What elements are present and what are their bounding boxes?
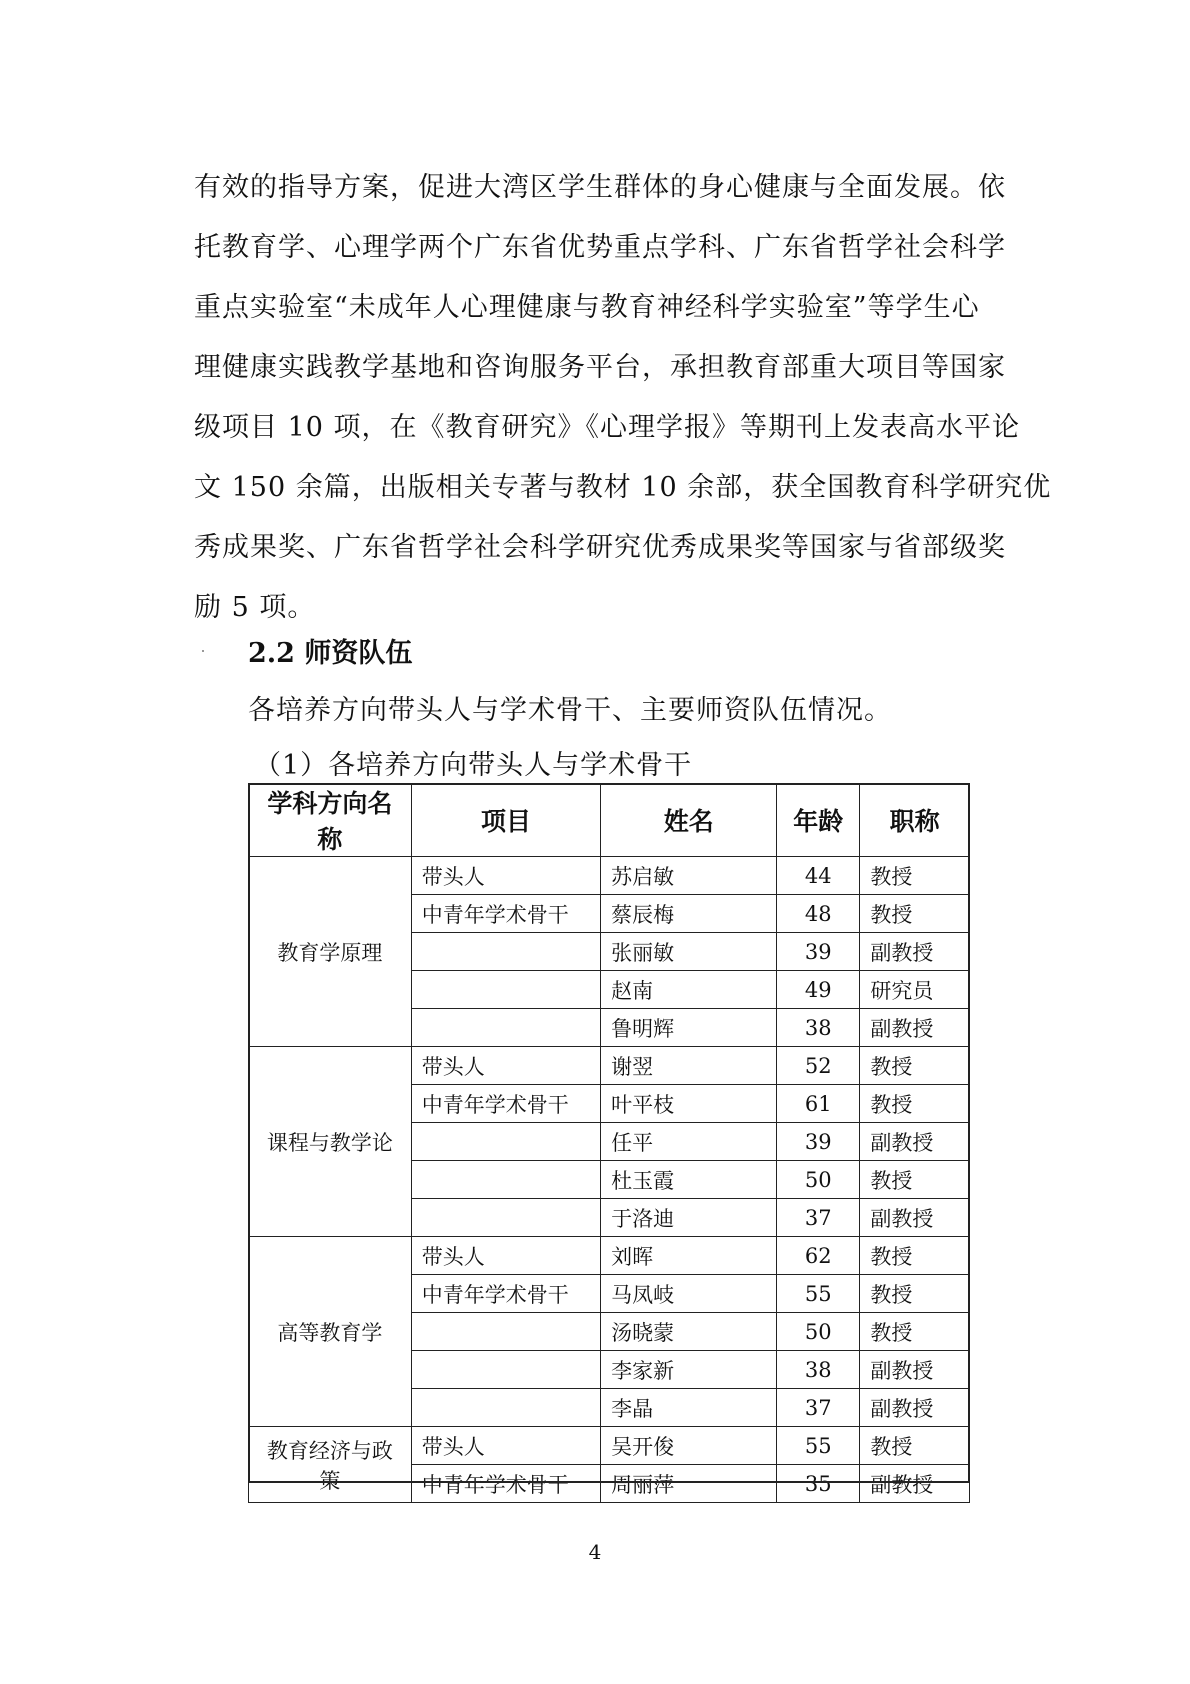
cell-role xyxy=(411,1123,600,1161)
cell-title: 副教授 xyxy=(860,1199,970,1237)
cell-direction: 课程与教学论 xyxy=(249,1047,412,1237)
body-paragraph xyxy=(194,158,1052,638)
cell-name: 谢翌 xyxy=(601,1047,777,1085)
table-row xyxy=(249,1427,970,1465)
cell-age: 52 xyxy=(777,1047,860,1085)
cell-name: 赵南 xyxy=(601,971,777,1009)
paragraph-line: 重点实验室“未成年人心理健康与教育神经科学实验室”等学生心 xyxy=(194,292,980,323)
cell-role: 带头人 xyxy=(411,1047,600,1085)
cell-name: 马凤岐 xyxy=(601,1275,777,1313)
cell-role: 中青年学术骨干 xyxy=(411,1465,600,1503)
paragraph-line: 托教育学、心理学两个广东省优势重点学科、广东省哲学社会科学 xyxy=(194,232,1006,263)
header-name: 姓名 xyxy=(601,784,777,857)
paragraph-line: 有效的指导方案，促进大湾区学生群体的身心健康与全面发展。依 xyxy=(194,172,1006,203)
cell-direction: 教育学原理 xyxy=(249,857,412,1047)
cell-role: 带头人 xyxy=(411,1427,600,1465)
cell-age: 62 xyxy=(777,1237,860,1275)
cell-name: 汤晓蒙 xyxy=(601,1313,777,1351)
cell-title: 教授 xyxy=(860,857,970,895)
table-header-row xyxy=(249,784,970,857)
cell-name: 叶平枝 xyxy=(601,1085,777,1123)
cell-age: 39 xyxy=(777,1123,860,1161)
cell-age: 55 xyxy=(777,1427,860,1465)
scan-speck xyxy=(202,650,204,652)
cell-age: 38 xyxy=(777,1351,860,1389)
cell-age: 50 xyxy=(777,1313,860,1351)
cell-name: 李家新 xyxy=(601,1351,777,1389)
cell-direction: 教育经济与政策 xyxy=(249,1427,412,1503)
cell-name: 苏启敏 xyxy=(601,857,777,895)
cell-role xyxy=(411,1313,600,1351)
cell-title: 研究员 xyxy=(860,971,970,1009)
page-number: 4 xyxy=(588,1540,602,1564)
cell-role: 中青年学术骨干 xyxy=(411,1085,600,1123)
cell-name: 任平 xyxy=(601,1123,777,1161)
cell-title: 教授 xyxy=(860,1237,970,1275)
cell-age: 61 xyxy=(777,1085,860,1123)
cell-role xyxy=(411,1199,600,1237)
table-caption: （1）各培养方向带头人与学术骨干 xyxy=(254,750,693,781)
cell-age: 50 xyxy=(777,1161,860,1199)
table-row xyxy=(249,1047,970,1085)
paragraph-line: 级项目 10 项，在《教育研究》《心理学报》等期刊上发表高水平论 xyxy=(194,412,1021,443)
cell-age: 38 xyxy=(777,1009,860,1047)
cell-title: 教授 xyxy=(860,895,970,933)
cell-role: 中青年学术骨干 xyxy=(411,1275,600,1313)
cell-title: 教授 xyxy=(860,1085,970,1123)
cell-name: 张丽敏 xyxy=(601,933,777,971)
cell-role xyxy=(411,1389,600,1427)
cell-name: 刘晖 xyxy=(601,1237,777,1275)
header-direction: 学科方向名称 xyxy=(249,784,412,857)
cell-name: 蔡辰梅 xyxy=(601,895,777,933)
paragraph-line: 励 5 项。 xyxy=(194,592,316,623)
cell-title: 副教授 xyxy=(860,1009,970,1047)
paragraph-line: 文 150 余篇，出版相关专著与教材 10 余部，获全国教育科学研究优 xyxy=(194,472,1052,503)
cell-title: 教授 xyxy=(860,1313,970,1351)
cell-name: 李晶 xyxy=(601,1389,777,1427)
header-age: 年龄 xyxy=(777,784,860,857)
cell-name: 周丽萍 xyxy=(601,1465,777,1503)
cell-age: 37 xyxy=(777,1199,860,1237)
paragraph-line: 秀成果奖、广东省哲学社会科学研究优秀成果奖等国家与省部级奖 xyxy=(194,532,1006,563)
cell-title: 副教授 xyxy=(860,933,970,971)
cell-title: 副教授 xyxy=(860,1465,970,1503)
cell-age: 49 xyxy=(777,971,860,1009)
cell-name: 杜玉霞 xyxy=(601,1161,777,1199)
cell-role xyxy=(411,971,600,1009)
cell-role: 带头人 xyxy=(411,857,600,895)
section-heading: 2.2 师资队伍 xyxy=(248,638,413,669)
faculty-table xyxy=(248,783,970,1503)
cell-name: 鲁明辉 xyxy=(601,1009,777,1047)
table-row xyxy=(249,1237,970,1275)
cell-age: 48 xyxy=(777,895,860,933)
cell-age: 37 xyxy=(777,1389,860,1427)
table-row xyxy=(249,857,970,895)
cell-age: 39 xyxy=(777,933,860,971)
cell-role: 中青年学术骨干 xyxy=(411,895,600,933)
cell-title: 教授 xyxy=(860,1427,970,1465)
header-role: 项目 xyxy=(411,784,600,857)
cell-role xyxy=(411,1009,600,1047)
cell-title: 副教授 xyxy=(860,1389,970,1427)
paragraph-line: 理健康实践教学基地和咨询服务平台，承担教育部重大项目等国家 xyxy=(194,352,1006,383)
cell-name: 于洛迪 xyxy=(601,1199,777,1237)
cell-title: 副教授 xyxy=(860,1123,970,1161)
intro-text: 各培养方向带头人与学术骨干、主要师资队伍情况。 xyxy=(248,695,892,726)
cell-role xyxy=(411,1351,600,1389)
cell-role: 带头人 xyxy=(411,1237,600,1275)
cell-role xyxy=(411,1161,600,1199)
cell-age: 44 xyxy=(777,857,860,895)
cell-title: 副教授 xyxy=(860,1351,970,1389)
cell-age: 55 xyxy=(777,1275,860,1313)
cell-name: 吴开俊 xyxy=(601,1427,777,1465)
cell-age: 35 xyxy=(777,1465,860,1503)
cell-title: 教授 xyxy=(860,1275,970,1313)
cell-title: 教授 xyxy=(860,1047,970,1085)
cell-role xyxy=(411,933,600,971)
header-title: 职称 xyxy=(860,784,970,857)
cell-title: 教授 xyxy=(860,1161,970,1199)
cell-direction: 高等教育学 xyxy=(249,1237,412,1427)
